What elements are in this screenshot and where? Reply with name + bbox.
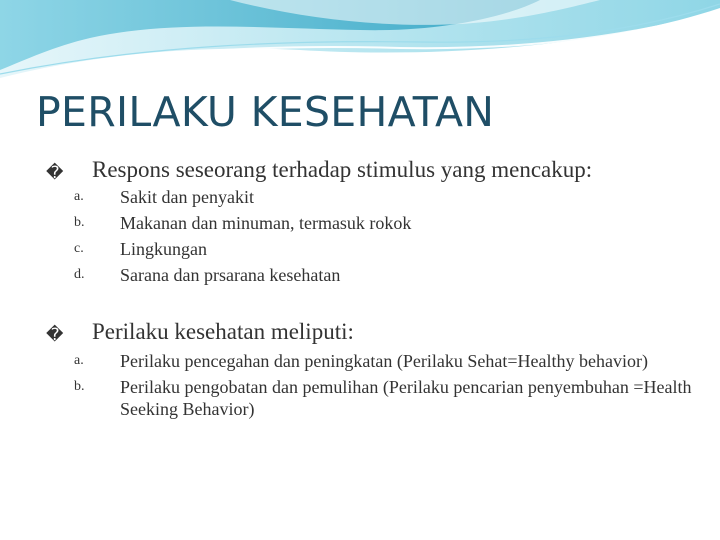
list-marker: a. <box>74 353 84 368</box>
list-marker: b. <box>74 379 85 394</box>
list-item <box>74 212 694 234</box>
list-item-text: Makanan dan minuman, termasuk rokok <box>120 213 412 233</box>
square-bullet-icon: � <box>46 163 64 183</box>
decorative-wave-header <box>0 0 720 90</box>
list-marker: b. <box>74 215 85 230</box>
list-item-text: Perilaku pengobatan dan pemulihan (Perilaku pencarian penyembuhan =Health Seeking Behavior) <box>120 377 692 419</box>
list-item-text: Sarana dan prsarana kesehatan <box>120 265 341 285</box>
sub-list <box>74 186 694 290</box>
list-item <box>74 376 694 420</box>
list-item <box>74 264 694 286</box>
list-item <box>74 186 694 208</box>
list-item <box>74 350 694 372</box>
list-item-text: Sakit dan penyakit <box>120 187 254 207</box>
list-item-text: Perilaku pencegahan dan peningkatan (Perilaku Sehat=Healthy behavior) <box>120 351 648 371</box>
square-bullet-icon: � <box>46 325 64 345</box>
sub-list <box>74 350 694 424</box>
bullet-text: Perilaku kesehatan meliputi: <box>92 319 354 344</box>
slide-title: PERILAKU KESEHATAN <box>36 88 495 136</box>
list-marker: a. <box>74 189 84 204</box>
bullet-text: Respons seseorang terhadap stimulus yang mencakup: <box>92 157 593 182</box>
list-item <box>74 238 694 260</box>
list-marker: c. <box>74 241 84 256</box>
list-marker: d. <box>74 267 85 282</box>
list-item-text: Lingkungan <box>120 239 207 259</box>
